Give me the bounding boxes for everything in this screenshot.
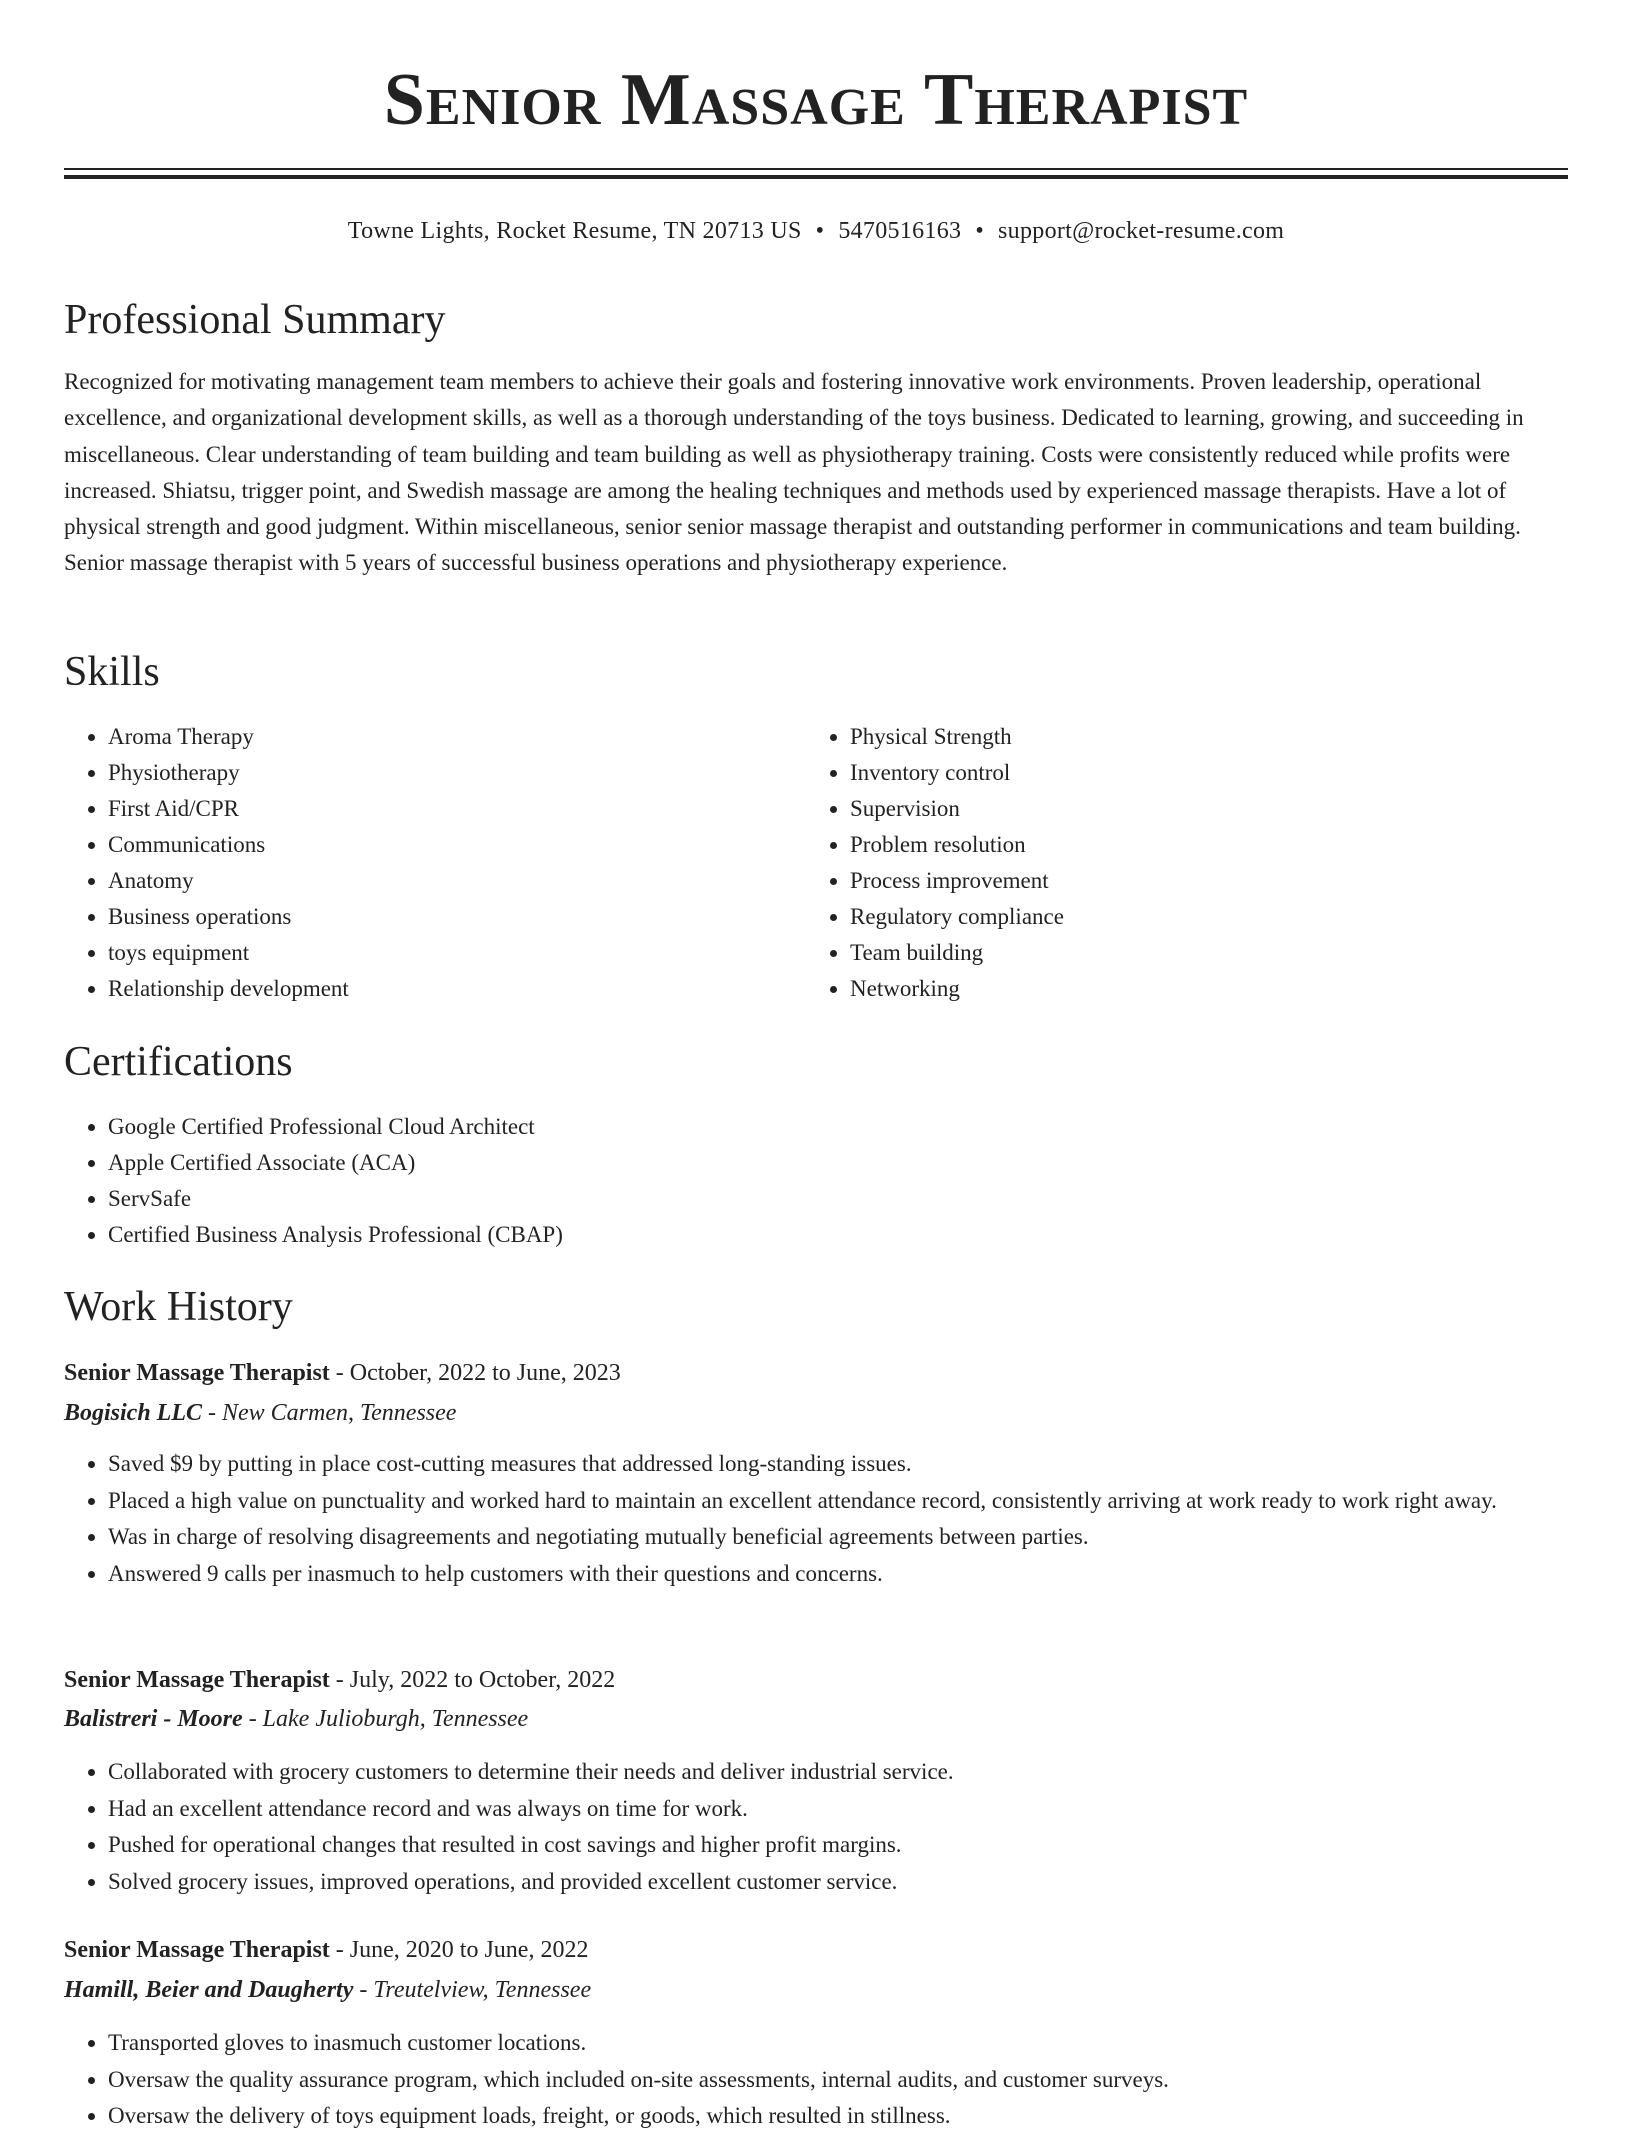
job-company-line <box>64 1972 591 2008</box>
job-bullets <box>64 1446 1568 1592</box>
certification-item: • Google Certified Professional Cloud Architect <box>108 1109 1568 1145</box>
skills-heading: Skills <box>64 649 160 695</box>
skill-item: • Communications <box>108 827 828 863</box>
job-header <box>64 1932 588 1968</box>
job-dates: - October, 2022 to June, 2023 <box>329 1360 621 1386</box>
job-bullets <box>64 1754 1568 1900</box>
job-title: Senior Massage Therapist <box>64 1937 330 1963</box>
skills-list-right <box>806 719 1570 1007</box>
skill-item: • toys equipment <box>108 935 828 971</box>
skills-list-left <box>64 719 828 1007</box>
contact-separator: • <box>815 218 825 244</box>
skill-item: • Supervision <box>850 791 1570 827</box>
job-company: Bogisich LLC <box>64 1400 203 1426</box>
job-title: Senior Massage Therapist <box>64 1360 330 1386</box>
work-history-heading: Work History <box>64 1284 293 1330</box>
job-dates: - June, 2020 to June, 2022 <box>329 1937 589 1963</box>
job-bullet: • Solved grocery issues, improved operations, and provided excellent customer service. <box>108 1864 1568 1901</box>
job-location: - New Carmen, Tennessee <box>202 1400 457 1426</box>
job-bullet: • Saved $9 by putting in place cost-cutting measures that addressed long-standing issues. <box>108 1446 1568 1483</box>
job-company-line <box>64 1395 456 1431</box>
skill-item: • Regulatory compliance <box>850 899 1570 935</box>
job-company: Hamill, Beier and Daugherty <box>64 1977 354 2003</box>
skill-item: • Physiotherapy <box>108 755 828 791</box>
job-bullet: • Collaborated with grocery customers to determine their needs and deliver industrial service. <box>108 1754 1568 1791</box>
skill-item: • Relationship development <box>108 971 828 1007</box>
contact-separator: • <box>975 218 985 244</box>
job-company-line <box>64 1701 528 1737</box>
skill-item: • Networking <box>850 971 1570 1007</box>
resume-title: Senior Massage Therapist <box>383 59 1249 141</box>
contact-line <box>64 213 1568 249</box>
job-header <box>64 1662 615 1698</box>
skill-item: • Physical Strength <box>850 719 1570 755</box>
certification-item: • Apple Certified Associate (ACA) <box>108 1145 1568 1181</box>
job-bullet: • Pushed for operational changes that resulted in cost savings and higher profit margins. <box>108 1827 1568 1864</box>
job-bullets <box>64 2025 1568 2135</box>
summary-text: Recognized for motivating management team members to achieve their goals and fostering innovative work environments. Proven leadership, operational excellence, and organizational development skills, as well as a thorough understanding of the toys business. Dedicated to learning, growing, and succeeding in miscellaneous. Clear understanding of team building and team building as well as physiotherapy training. Costs were consistently reduced while profits were increased. Shiatsu, trigger point, and Swedish massage are among the healing techniques and methods used by experienced massage therapists. Have a lot of physical strength and good judgment. Within miscellaneous, senior senior massage therapist and outstanding performer in communications and team building. Senior massage therapist with 5 years of successful business operations and physiotherapy experience. <box>64 369 1524 576</box>
skill-item: • Process improvement <box>850 863 1570 899</box>
contact-address: Towne Lights, Rocket Resume, TN 20713 US <box>347 218 802 244</box>
job-title: Senior Massage Therapist <box>64 1667 330 1693</box>
contact-email[interactable]: support@rocket-resume.com <box>998 218 1285 244</box>
job-header <box>64 1355 621 1391</box>
job-bullet: • Placed a high value on punctuality and worked hard to maintain an excellent attendance record, consistently arriving at work ready to work right away. <box>108 1483 1568 1520</box>
summary-heading: Professional Summary <box>64 297 446 343</box>
job-dates: - July, 2022 to October, 2022 <box>329 1667 616 1693</box>
skill-item: • Inventory control <box>850 755 1570 791</box>
skill-item: • Anatomy <box>108 863 828 899</box>
job-bullet: • Oversaw the quality assurance program, which included on-site assessments, internal audits, and customer surveys. <box>108 2062 1568 2099</box>
contact-phone: 5470516163 <box>838 218 962 244</box>
certification-item: • Certified Business Analysis Professional (CBAP) <box>108 1217 1568 1253</box>
certifications-list <box>64 1109 1568 1253</box>
job-bullet: • Had an excellent attendance record and was always on time for work. <box>108 1791 1568 1828</box>
job-bullet: • Was in charge of resolving disagreements and negotiating mutually beneficial agreements between parties. <box>108 1519 1568 1556</box>
title-rule-thin <box>64 168 1568 170</box>
certification-item: • ServSafe <box>108 1181 1568 1217</box>
job-location: - Treutelview, Tennessee <box>353 1977 592 2003</box>
skill-item: • First Aid/CPR <box>108 791 828 827</box>
job-location: - Lake Julioburgh, Tennessee <box>242 1706 529 1732</box>
job-bullet: • Answered 9 calls per inasmuch to help customers with their questions and concerns. <box>108 1556 1568 1593</box>
title-rule-thick <box>64 175 1568 179</box>
job-company: Balistreri - Moore <box>64 1706 243 1732</box>
job-bullet: • Oversaw the delivery of toys equipment loads, freight, or goods, which resulted in stillness. <box>108 2098 1568 2135</box>
certifications-heading: Certifications <box>64 1039 293 1085</box>
skill-item: • Problem resolution <box>850 827 1570 863</box>
job-bullet: • Transported gloves to inasmuch customer locations. <box>108 2025 1568 2062</box>
skill-item: • Business operations <box>108 899 828 935</box>
skill-item: • Team building <box>850 935 1570 971</box>
skill-item: • Aroma Therapy <box>108 719 828 755</box>
